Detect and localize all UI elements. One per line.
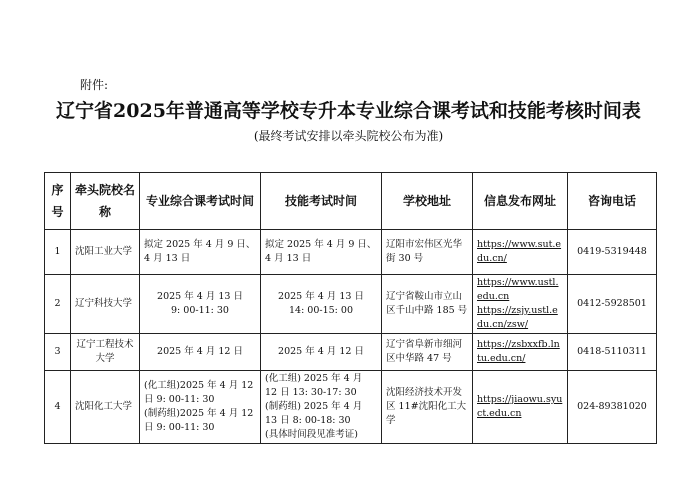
schedule-table bbox=[44, 172, 657, 444]
exam-time: (化工组)2025 年 4 月 12 日 9: 00-11: 30 (制药组)2025 年 4 月 12 日 9: 00-11: 30 bbox=[140, 371, 261, 444]
phone-number: 0412-5928501 bbox=[568, 275, 657, 334]
column-header-exam-time: 专业综合课考试时间 bbox=[140, 173, 261, 230]
school-name: 沈阳化工大学 bbox=[71, 371, 140, 444]
phone-number: 0418-5110311 bbox=[568, 334, 657, 371]
column-header-phone: 咨询电话 bbox=[568, 173, 657, 230]
school-address: 辽宁省鞍山市立山区千山中路 185 号 bbox=[382, 275, 473, 334]
school-name: 辽宁工程技术大学 bbox=[71, 334, 140, 371]
school-address: 辽宁省阜新市细河区中华路 47 号 bbox=[382, 334, 473, 371]
phone-number: 024-89381020 bbox=[568, 371, 657, 444]
school-name: 沈阳工业大学 bbox=[71, 230, 140, 275]
skill-time: 2025 年 4 月 13 日 14: 00-15: 00 bbox=[261, 275, 382, 334]
column-header-school: 牵头院校名称 bbox=[71, 173, 140, 230]
info-url-link[interactable]: https://www.sut.edu.cn/ bbox=[473, 230, 568, 275]
exam-time: 2025 年 4 月 12 日 bbox=[140, 334, 261, 371]
skill-time: 2025 年 4 月 12 日 bbox=[261, 334, 382, 371]
column-header-address: 学校地址 bbox=[382, 173, 473, 230]
row-number: 4 bbox=[45, 371, 71, 444]
table-row bbox=[45, 230, 657, 275]
table-row bbox=[45, 371, 657, 444]
table-header-row bbox=[45, 173, 657, 230]
row-number: 3 bbox=[45, 334, 71, 371]
exam-time: 2025 年 4 月 13 日 9: 00-11: 30 bbox=[140, 275, 261, 334]
column-header-skill-time: 技能考试时间 bbox=[261, 173, 382, 230]
table-row bbox=[45, 334, 657, 371]
phone-number: 0419-5319448 bbox=[568, 230, 657, 275]
row-number: 1 bbox=[45, 230, 71, 275]
info-url-link[interactable]: https://zsbxxfb.lntu.edu.cn/ bbox=[473, 334, 568, 371]
row-number: 2 bbox=[45, 275, 71, 334]
table-row bbox=[45, 275, 657, 334]
info-url-link[interactable]: https://jiaowu.syuct.edu.cn bbox=[473, 371, 568, 444]
column-header-no: 序号 bbox=[45, 173, 71, 230]
school-address: 沈阳经济技术开发区 11#沈阳化工大学 bbox=[382, 371, 473, 444]
exam-time: 拟定 2025 年 4 月 9 日、4 月 13 日 bbox=[140, 230, 261, 275]
attachment-label: 附件: bbox=[80, 78, 109, 92]
school-address: 辽阳市宏伟区光华街 30 号 bbox=[382, 230, 473, 275]
skill-time: (化工组) 2025 年 4 月 12 日 13: 30-17: 30 (制药组) 2025 年 4 月 13 日 8: 00-18: 30 (具体时间段见准考证) bbox=[261, 371, 382, 444]
school-name: 辽宁科技大学 bbox=[71, 275, 140, 334]
page-subtitle: (最终考试安排以牵头院校公布为准) bbox=[253, 129, 444, 143]
skill-time: 拟定 2025 年 4 月 9 日、4 月 13 日 bbox=[261, 230, 382, 275]
page-title: 辽宁省2025年普通高等学校专升本专业综合课考试和技能考核时间表 bbox=[56, 100, 641, 122]
info-url-link[interactable]: https://www.ustl.edu.cn https://zsjy.ustl.edu.cn/zsw/ bbox=[473, 275, 568, 334]
column-header-url: 信息发布网址 bbox=[473, 173, 568, 230]
